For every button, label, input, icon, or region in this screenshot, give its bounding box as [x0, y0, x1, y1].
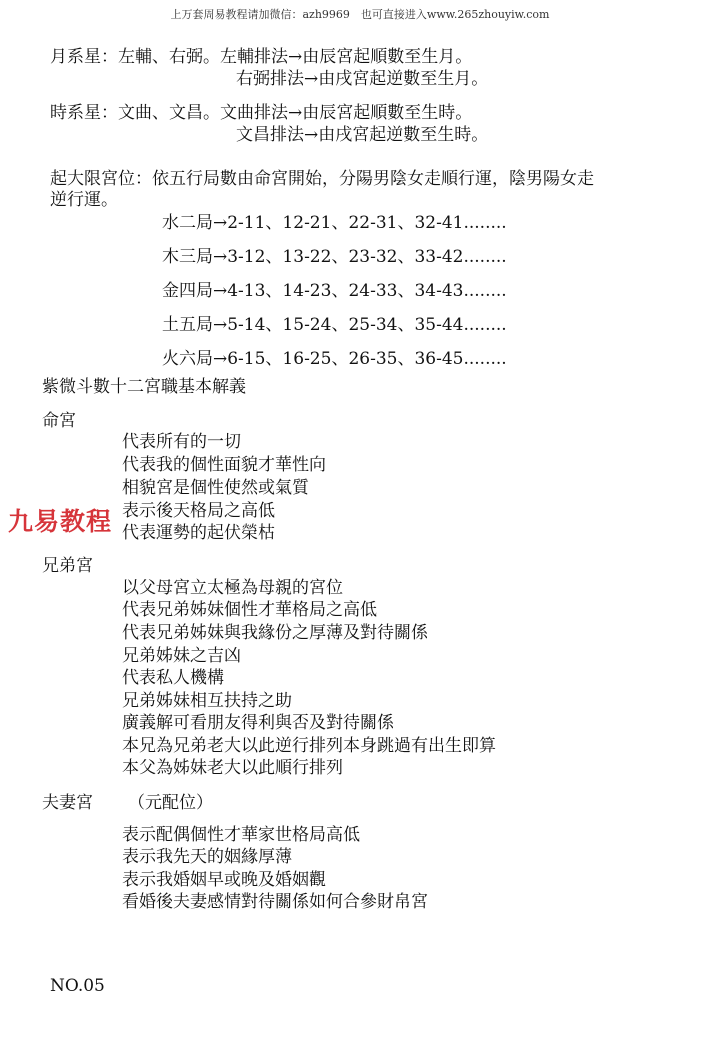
xiongdi-item: 廣義解可看朋友得利與否及對待關係	[122, 713, 394, 733]
fuqi-item: 表示配偶個性才華家世格局高低	[122, 825, 360, 845]
ming-item: 表示後天格局之高低	[122, 501, 275, 521]
hour-stars-line-2: 文昌排法→由戌宮起逆數至生時。	[236, 125, 489, 145]
fuqi-item: 表示我先天的姻緣厚薄	[122, 847, 292, 867]
section-title: 紫微斗數十二宮職基本解義	[42, 377, 246, 397]
ming-item: 相貌宮是個性使然或氣質	[122, 478, 309, 498]
month-stars-line-2: 右弼排法→由戌宮起逆數至生月。	[236, 69, 489, 89]
page-header: 上万套周易教程请加微信：azh9969 也可直接进入www.265zhouyiw.com	[170, 8, 550, 21]
ming-title: 命宮	[42, 411, 76, 431]
daxian-item: 火六局→6-15、16-25、26-35、36-45........	[162, 349, 507, 369]
fuqi-note: （元配位）	[128, 793, 213, 813]
xiongdi-title: 兄弟宮	[42, 556, 93, 576]
ming-item: 代表運勢的起伏榮枯	[122, 523, 275, 543]
xiongdi-item: 本父為姊妹老大以此順行排列	[122, 758, 343, 778]
fuqi-item: 表示我婚姻早或晚及婚姻觀	[122, 870, 326, 890]
daxian-item: 水二局→2-11、12-21、22-31、32-41........	[162, 213, 507, 233]
xiongdi-item: 代表兄弟姊妹與我緣份之厚薄及對待關係	[122, 623, 428, 643]
daxian-intro-2: 逆行運。	[50, 190, 118, 210]
daxian-intro: 起大限宮位：依五行局數由命宮開始，分陽男陰女走順行運，陰男陽女走	[50, 169, 594, 189]
xiongdi-item: 兄弟姊妹之吉凶	[122, 646, 241, 666]
ming-item: 代表所有的一切	[122, 432, 241, 452]
watermark-logo: 九易教程	[8, 507, 113, 536]
ming-item: 代表我的個性面貌才華性向	[122, 455, 326, 475]
xiongdi-item: 代表兄弟姊妹個性才華格局之高低	[122, 600, 377, 620]
xiongdi-item: 兄弟姊妹相互扶持之助	[122, 691, 292, 711]
xiongdi-item: 以父母宮立太極為母親的宮位	[122, 578, 343, 598]
fuqi-title: 夫妻宮	[42, 793, 93, 813]
daxian-item: 土五局→5-14、15-24、25-34、35-44........	[162, 315, 507, 335]
daxian-item: 金四局→4-13、14-23、24-33、34-43........	[162, 281, 507, 301]
xiongdi-item: 代表私人機構	[122, 668, 224, 688]
page-number: NO.05	[50, 976, 105, 996]
daxian-item: 木三局→3-12、13-22、23-32、33-42........	[162, 247, 507, 267]
hour-stars-line: 時系星：文曲、文昌。文曲排法→由辰宮起順數至生時。	[50, 103, 473, 123]
month-stars-line: 月系星：左輔、右弼。左輔排法→由辰宮起順數至生月。	[50, 47, 473, 67]
xiongdi-item: 本兄為兄弟老大以此逆行排列本身跳過有出生即算	[122, 736, 496, 756]
fuqi-item: 看婚後夫妻感情對待關係如何合參財帛宮	[122, 892, 428, 912]
